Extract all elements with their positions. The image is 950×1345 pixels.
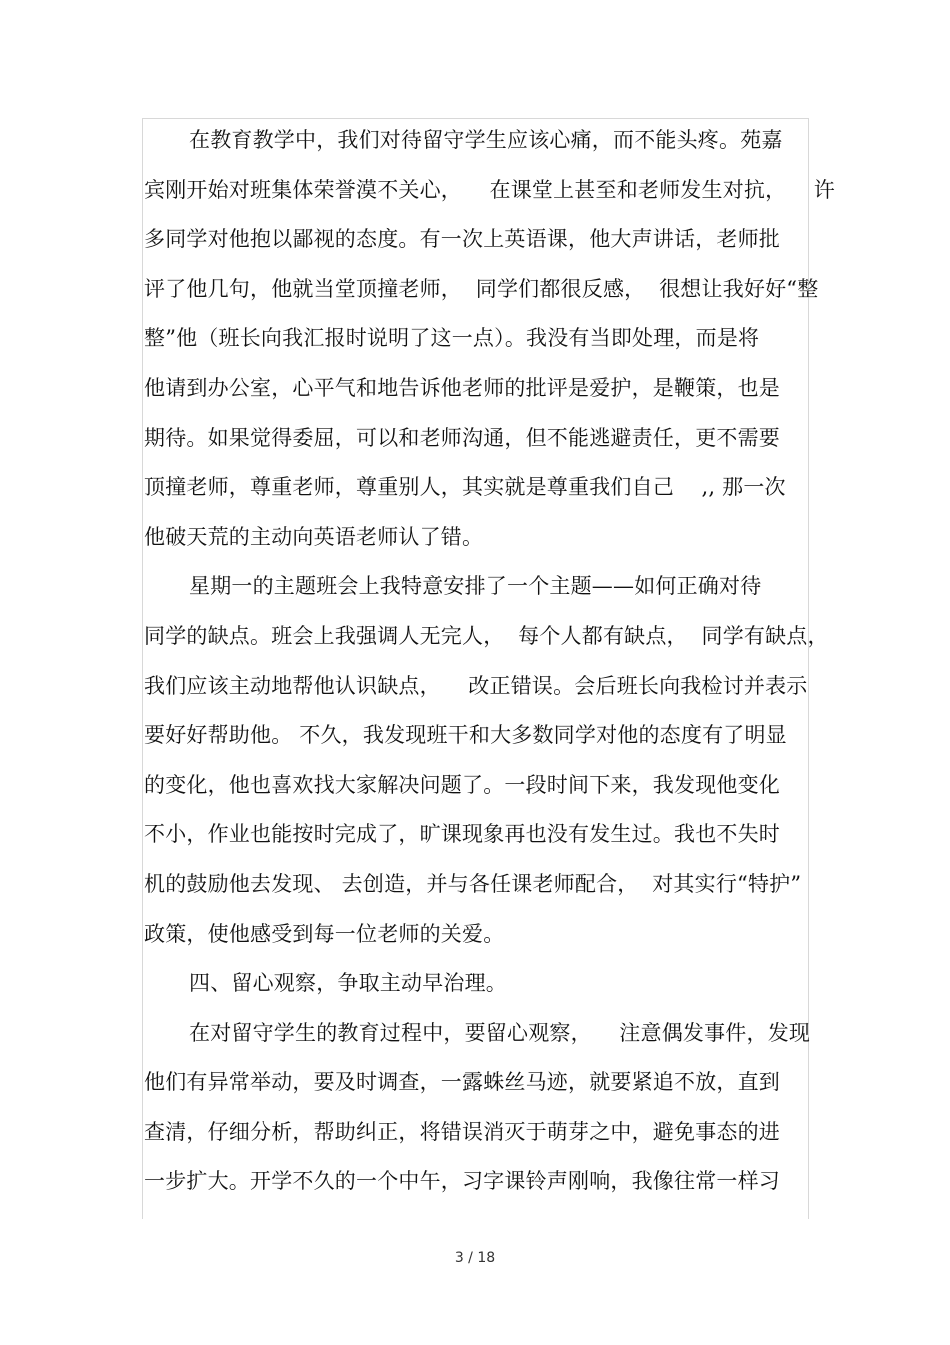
text-line: 宾刚开始对班集体荣誉漠不关心， 在课堂上甚至和老师发生对抗， 许 bbox=[144, 177, 835, 202]
text-line: 在对留守学生的教育过程中，要留心观察， 注意偶发事件，发现 bbox=[189, 1020, 811, 1045]
text-line: 评了他几句，他就当堂顶撞老师， 同学们都很反感， 很想让我好好“整 bbox=[144, 276, 819, 301]
text-line: 星期一的主题班会上我特意安排了一个主题——如何正确对待 bbox=[189, 574, 762, 599]
text-line: 顶撞老师，尊重老师，尊重别人，其实就是尊重我们自己 ,, 那一次 bbox=[144, 475, 786, 500]
text-line: 他们有异常举动，要及时调查，一露蛛丝马迹，就要紧追不放，直到 bbox=[144, 1070, 780, 1095]
text-line: 他请到办公室，心平气和地告诉他老师的批评是爱护，是鞭策，也是 bbox=[144, 375, 780, 400]
text-line: 多同学对他抱以鄙视的态度。有一次上英语课，他大声讲话，老师批 bbox=[144, 227, 780, 252]
section-heading: 四、留心观察，争取主动早治理。 bbox=[189, 971, 507, 996]
text-line: 要好好帮助他。 不久，我发现班干和大多数同学对他的态度有了明显 bbox=[144, 723, 787, 748]
text-line: 查清，仔细分析，帮助纠正，将错误消灭于萌芽之中，避免事态的进 bbox=[144, 1119, 780, 1144]
text-line: 不小，作业也能按时完成了，旷课现象再也没有发生过。我也不失时 bbox=[144, 822, 780, 847]
text-line: 一步扩大。开学不久的一个中午，习字课铃声刚响，我像往常一样习 bbox=[144, 1169, 780, 1194]
text-line: 我们应该主动地帮他认识缺点， 改正错误。会后班长向我检讨并表示 bbox=[144, 673, 808, 698]
document-body bbox=[144, 116, 835, 1207]
text-line: 的变化，他也喜欢找大家解决问题了。一段时间下来，我发现他变化 bbox=[144, 772, 780, 797]
page-number: 3 / 18 bbox=[454, 1250, 496, 1266]
text-line: 期待。如果觉得委屈，可以和老师沟通，但不能逃避责任，更不需要 bbox=[144, 425, 780, 450]
text-line: 在教育教学中，我们对待留守学生应该心痛，而不能头疼。苑嘉 bbox=[189, 128, 783, 152]
text-line: 整”他（班长向我汇报时说明了这一点）。我没有当即处理，而是将 bbox=[144, 326, 760, 351]
text-line: 同学的缺点。班会上我强调人无完人， 每个人都有缺点， 同学有缺点， bbox=[144, 623, 829, 648]
text-line: 政策，使他感受到每一位老师的关爱。 bbox=[144, 921, 505, 946]
text-line: 机的鼓励他去发现、 去创造，并与各任课老师配合， 对其实行“特护” bbox=[144, 871, 802, 896]
text-line: 他破天荒的主动向英语老师认了错。 bbox=[144, 524, 484, 549]
